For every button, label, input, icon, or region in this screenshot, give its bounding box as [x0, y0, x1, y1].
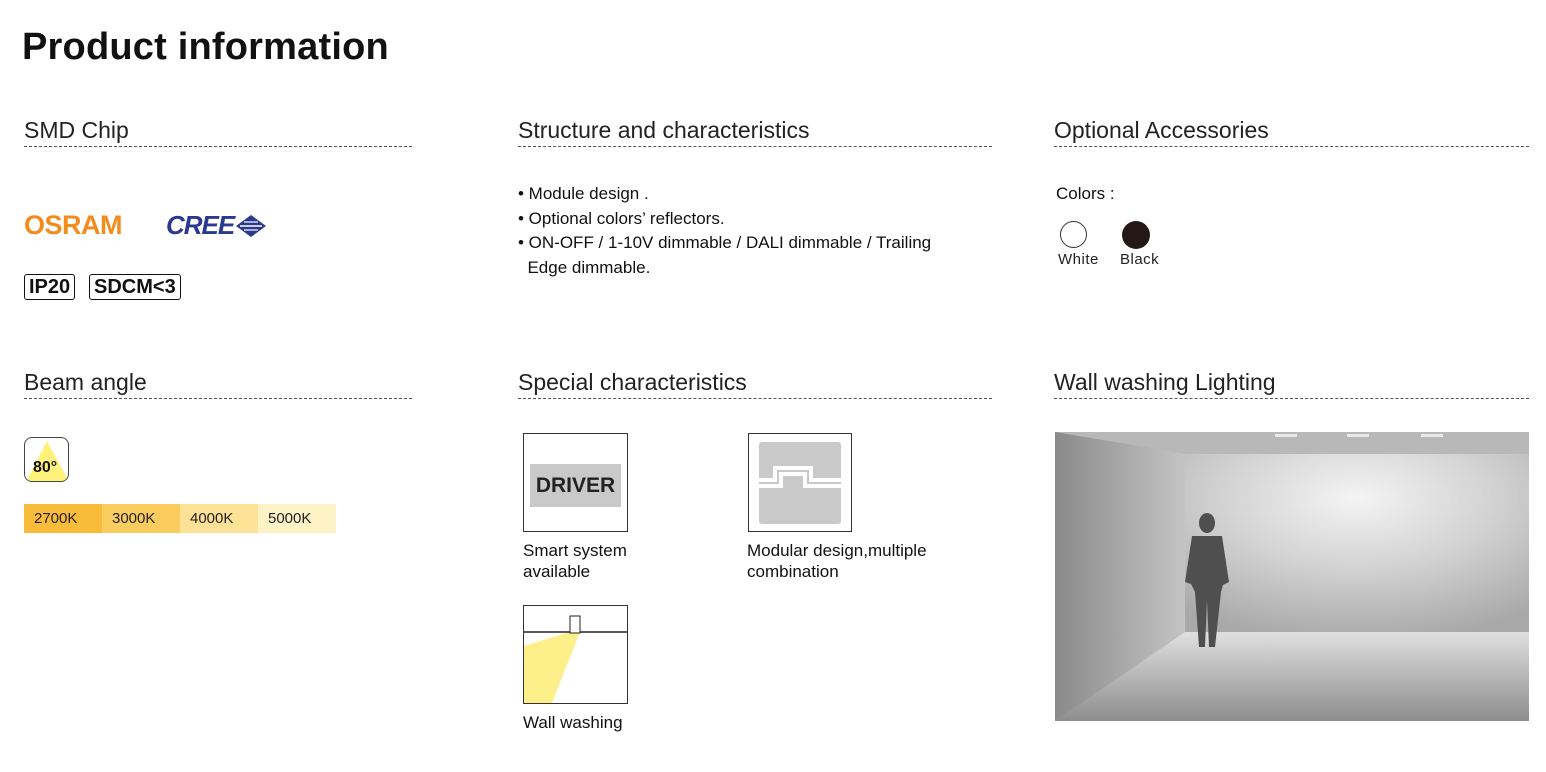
- colors-label: Colors :: [1056, 184, 1115, 203]
- modular-icon: [748, 433, 852, 532]
- modular-blocks-icon: [749, 434, 851, 531]
- caption-line: Modular design,multiple: [747, 541, 927, 560]
- caption-line: Smart system: [523, 541, 627, 560]
- cct-5000k: 5000K: [258, 504, 336, 533]
- wall-washing-heading: Wall washing Lighting: [1054, 369, 1529, 399]
- black-label: Black: [1120, 251, 1160, 268]
- bullet-item: • Optional colors’ reflectors.: [518, 208, 725, 228]
- modular-caption: [747, 540, 927, 582]
- caption-line: combination: [747, 562, 839, 581]
- cct-2700k: 2700K: [24, 504, 102, 533]
- driver-label: DRIVER: [530, 464, 621, 507]
- wall-washing-photo: [1055, 432, 1529, 721]
- white-label: White: [1058, 251, 1099, 268]
- cree-logo-text: CREE: [166, 210, 235, 240]
- smd-chip-heading: SMD Chip: [24, 117, 412, 147]
- ip20-badge: IP20: [24, 274, 75, 300]
- beam-angle-icon: [24, 437, 69, 482]
- page-title: Product information: [22, 26, 389, 68]
- bullet-item: Edge dimmable.: [518, 257, 651, 277]
- cree-diamond-icon: [234, 213, 268, 239]
- white-swatch: [1060, 221, 1087, 248]
- wall-wash-beam-icon: [524, 606, 627, 703]
- structure-heading: Structure and characteristics: [518, 117, 992, 147]
- cct-4000k: 4000K: [180, 504, 258, 533]
- sdcm-badge: SDCM<3: [89, 274, 181, 300]
- accessories-heading: Optional Accessories: [1054, 117, 1529, 147]
- room-illustration: [1055, 432, 1529, 721]
- beam-angle-heading: Beam angle: [24, 369, 412, 399]
- wall-washing-caption: Wall washing: [523, 713, 623, 732]
- driver-icon: [523, 433, 628, 532]
- caption-line: available: [523, 562, 591, 581]
- wall-washing-icon: [523, 605, 628, 704]
- structure-bullets: [518, 182, 931, 280]
- special-heading: Special characteristics: [518, 369, 992, 399]
- smart-system-caption: [523, 540, 627, 582]
- cree-logo: [166, 210, 268, 241]
- cct-3000k: 3000K: [102, 504, 180, 533]
- bullet-item: • ON-OFF / 1-10V dimmable / DALI dimmable / Trailing: [518, 233, 932, 252]
- cct-bar: [24, 504, 336, 533]
- bullet-item: • Module design .: [518, 184, 649, 203]
- beam-angle-value: 80°: [33, 459, 58, 476]
- black-swatch: [1122, 221, 1150, 249]
- osram-logo: OSRAM: [24, 210, 122, 240]
